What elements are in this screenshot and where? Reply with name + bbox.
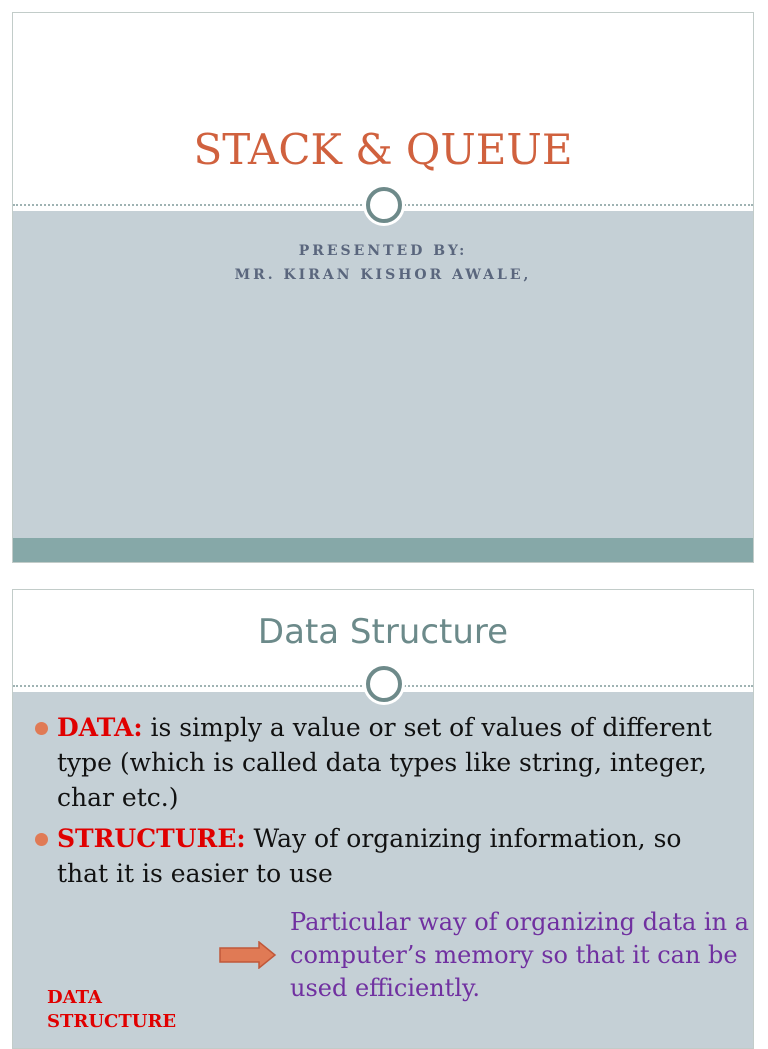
slide-title: STACK & QUEUE xyxy=(193,125,573,174)
bullet-text xyxy=(57,710,735,815)
data-structure-label xyxy=(47,986,176,1034)
bullet-text xyxy=(57,821,735,891)
bullet-key: STRUCTURE: xyxy=(57,824,246,853)
slide-subtitle-area xyxy=(13,211,753,538)
bullet-dot-icon xyxy=(35,833,48,846)
label-line: STRUCTURE xyxy=(47,1011,177,1032)
slide-title: Data Structure xyxy=(257,612,509,652)
bullet-body: Way of organizing information, so that it is easier to use xyxy=(57,824,682,888)
label-line: DATA xyxy=(47,987,102,1008)
bullet-structure xyxy=(35,821,735,891)
bullet-data xyxy=(35,710,735,815)
slide-1 xyxy=(12,12,754,563)
presenter-name: MR. KIRAN KISHOR AWALE, xyxy=(234,267,532,283)
bullet-body: is simply a value or set of values of different type (which is called data types like string, integer, char etc.) xyxy=(57,713,712,812)
presented-by-label: PRESENTED BY: xyxy=(298,243,468,259)
definition-text: Particular way of organizing data in a computer’s memory so that it can be used efficiently. xyxy=(290,908,749,1002)
bullet-key: DATA: xyxy=(57,713,143,742)
slide-title-area xyxy=(13,13,753,205)
footer-bar xyxy=(13,538,753,563)
circle-ornament-icon xyxy=(366,187,402,223)
slide-2 xyxy=(12,589,754,1049)
right-arrow-icon xyxy=(219,941,277,969)
bullet-dot-icon xyxy=(35,722,48,735)
circle-ornament-icon xyxy=(366,666,402,702)
